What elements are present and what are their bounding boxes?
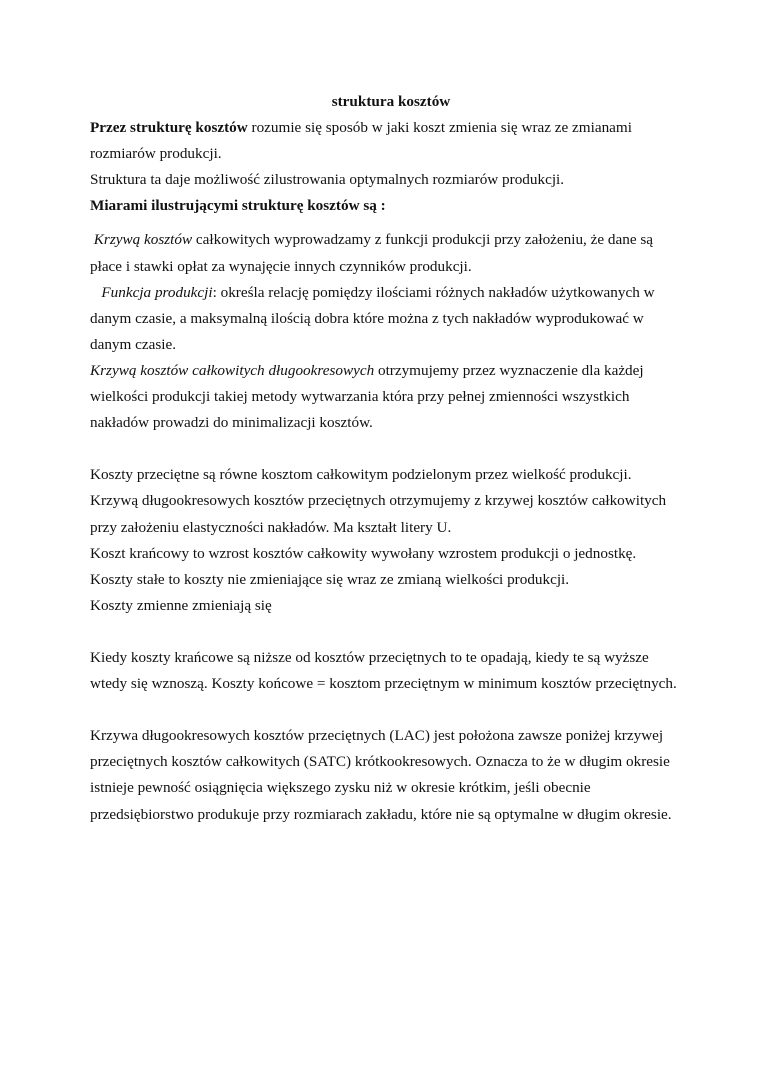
definition-production-function bbox=[90, 280, 680, 358]
definition-text: całkowitych wyprowadzamy z funkcji produkcji przy założeniu, że dane są płace i stawki opłat za wynajęcie innych czynników produkcji. bbox=[90, 231, 654, 275]
intro-paragraph bbox=[90, 115, 680, 167]
intro-rest: rozumie się sposób w jaki koszt zmienia się wraz ze zmianami rozmiarów produkcji. bbox=[90, 119, 632, 163]
spacer bbox=[90, 219, 680, 227]
long-run-curve-paragraph: Krzywą długookresowych kosztów przeciętnych otrzymujemy z krzywej kosztów całkowitych przy założeniu elastyczności nakładów. Ma kształt litery U. bbox=[90, 492, 667, 536]
marginal-cost-paragraph: Koszt krańcowy to wzrost kosztów całkowity wywołany wzrostem produkcji o jednostkę. bbox=[90, 544, 637, 562]
spacer bbox=[90, 619, 680, 645]
document-page bbox=[90, 89, 680, 828]
definition-text: : określa relację pomiędzy ilościami różnych nakładów użytkowanych w danym czasie, a maksymalną ilością dobra które można z tych nakładów wyprodukować w danym czasie. bbox=[90, 283, 655, 353]
fixed-costs-paragraph: Koszty stałe to koszty nie zmieniające się wraz ze zmianą wielkości produkcji. bbox=[90, 570, 570, 588]
definition-term: Krzywą kosztów bbox=[93, 231, 193, 249]
spacer bbox=[90, 436, 680, 462]
intro-line-2: Struktura ta daje możliwość zilustrowania optymalnych rozmiarów produkcji. bbox=[90, 171, 565, 189]
marginal-vs-average-paragraph: Kiedy koszty krańcowe są niższe od kosztów przeciętnych to te opadają, kiedy te są wyższe wtedy się wznoszą. Koszty końcowe = kosztom przeciętnym w minimum kosztów przeciętnych. bbox=[90, 648, 677, 693]
average-costs-paragraph: Koszty przeciętne są równe kosztom całkowitym podzielonym przez wielkość produkcji. bbox=[90, 466, 632, 484]
spacer bbox=[90, 697, 680, 723]
measures-heading: Miarami ilustrującymi strukturę kosztów są : bbox=[90, 197, 386, 215]
variable-costs-paragraph: Koszty zmienne zmieniają się bbox=[90, 596, 272, 614]
document-title: struktura kosztów bbox=[331, 93, 451, 110]
definition-text: otrzymujemy przez wyznaczenie dla każdej wielkości produkcji takiej metody wytwarzania która przy pełnej zmienności wszystkich nakładów prowadzi do minimalizacji kosztów. bbox=[90, 361, 644, 432]
definition-term: Funkcja produkcji bbox=[101, 283, 213, 301]
definition-term: Krzywą kosztów całkowitych długookresowych bbox=[90, 361, 375, 379]
lac-paragraph: Krzywa długookresowych kosztów przeciętnych (LAC) jest położona zawsze poniżej krzywej przeciętnych kosztów całkowitych (SATC) krótkookresowych. Oznacza to że w długim okresie istnieje pewność osiągnięcia większego zysku niż w okresie krótkim, jeśli obecnie przedsiębiorstwo produkuje przy rozmiarach zakładu, które nie są optymalne w długim okresie. bbox=[90, 727, 672, 823]
intro-bold-lead: Przez strukturę kosztów bbox=[90, 119, 248, 137]
definition-long-run-total-cost bbox=[90, 358, 680, 436]
definition-total-cost-curve bbox=[90, 227, 680, 279]
